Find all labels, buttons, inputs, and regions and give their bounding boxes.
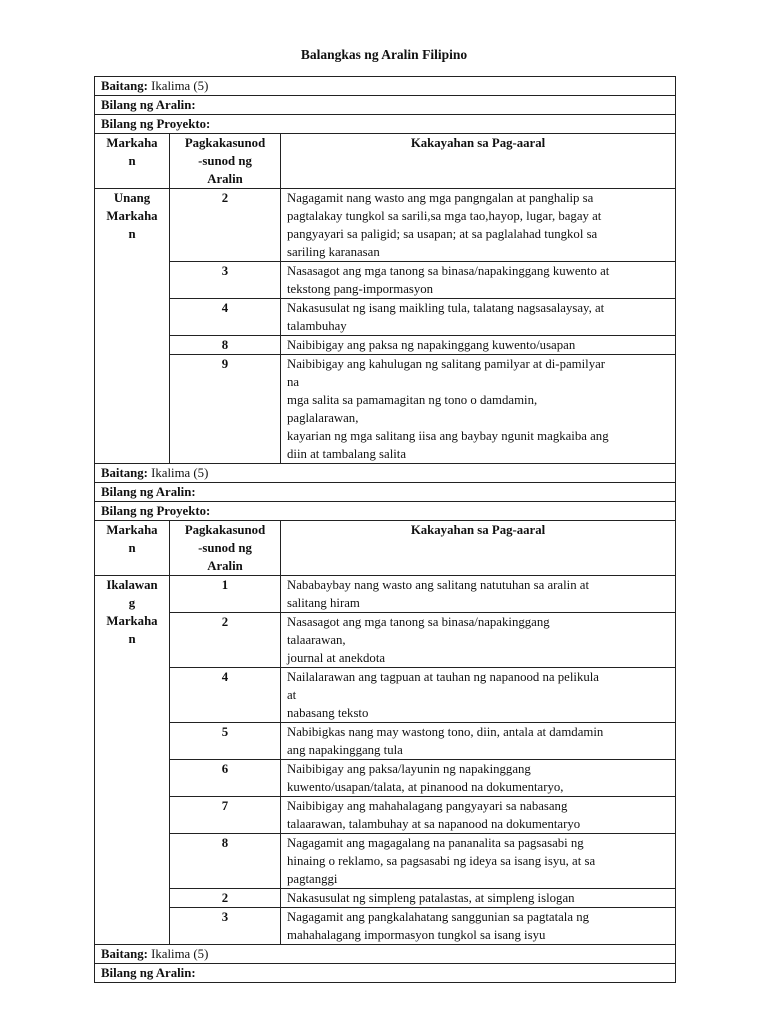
footer-baitang-label: Baitang: (101, 947, 148, 961)
skill-line: mahahalagang impormasyon tungkol sa isang isyu (287, 928, 546, 942)
bilang-aralin-label: Bilang ng Aralin: (101, 98, 196, 112)
pagkakasunod-header-line: Pagkakasunod (184, 136, 266, 150)
lesson-row (95, 889, 676, 908)
pagkakasunod-header-line: Aralin (207, 172, 243, 186)
skill-line: talaarawan, (287, 633, 346, 647)
skill-line: na (287, 375, 300, 389)
skill-line: Nasasagot ang mga tanong sa binasa/napakinggang kuwento at (287, 264, 610, 278)
markahan-name (95, 189, 170, 464)
skill-line: pangyayari sa paligid; sa usapan; at sa paglalahad tungkol sa (287, 227, 598, 241)
lesson-number: 6 (170, 760, 281, 797)
footer-bilang-aralin-cell (95, 964, 676, 983)
lesson-number: 9 (170, 355, 281, 464)
lesson-row (95, 355, 676, 464)
skill-description (281, 834, 676, 889)
bilang-proyekto-row (95, 115, 676, 134)
pagkakasunod-header-line: Pagkakasunod (184, 523, 266, 537)
bilang-proyekto-label: Bilang ng Proyekto: (101, 117, 211, 131)
bilang-proyekto-label: Bilang ng Proyekto: (101, 504, 211, 518)
footer-bilang-aralin-row (95, 964, 676, 983)
lesson-number: 8 (170, 336, 281, 355)
markahan-name-line: g (128, 596, 136, 610)
skill-line: Nagagamit nang wasto ang mga pangngalan at panghalip sa (287, 191, 594, 205)
document-title: Balangkas ng Aralin Filipino (300, 47, 468, 62)
lesson-number: 1 (170, 576, 281, 613)
skill-line: nabasang teksto (287, 706, 369, 720)
skill-description (281, 355, 676, 464)
lesson-row (95, 908, 676, 945)
footer-baitang-value: Ikalima (5) (147, 947, 209, 961)
skill-description (281, 336, 676, 355)
skill-line: Nakasusulat ng isang maikling tula, talatang nagsasalaysay, at (287, 301, 605, 315)
baitang-value: Ikalima (5) (147, 466, 209, 480)
lesson-number: 2 (170, 889, 281, 908)
column-header-row (95, 134, 676, 189)
skill-line: talambuhay (287, 319, 347, 333)
footer-baitang-cell (95, 945, 676, 964)
lesson-number: 2 (170, 189, 281, 262)
skill-line: Nasasagot ang mga tanong sa binasa/napakinggang (287, 615, 550, 629)
bilang-aralin-row (95, 96, 676, 115)
baitang-row (95, 464, 676, 483)
skill-line: Nagagamit ang pangkalahatang sanggunian sa pagtatala ng (287, 910, 590, 924)
skill-line: talaarawan, talambuhay at sa napanood na dokumentaryo (287, 817, 581, 831)
bilang-aralin-label: Bilang ng Aralin: (101, 485, 196, 499)
skill-line: journal at anekdota (287, 651, 386, 665)
lesson-number: 7 (170, 797, 281, 834)
skill-line: mga salita sa pamamagitan ng tono o damdamin, (287, 393, 538, 407)
skill-description (281, 576, 676, 613)
markahan-name-line: Markaha (106, 209, 158, 223)
skill-line: Naibibigay ang mahahalagang pangyayari sa nabasang (287, 799, 568, 813)
lesson-row (95, 299, 676, 336)
skill-line: pagtanggi (287, 872, 338, 886)
skill-line: kuwento/usapan/talata, at pinanood na dokumentaryo, (287, 780, 564, 794)
markahan-name (95, 576, 170, 945)
skill-description (281, 760, 676, 797)
skill-description (281, 889, 676, 908)
bilang-aralin-row (95, 483, 676, 502)
skill-description (281, 908, 676, 945)
pagkakasunod-header (170, 134, 281, 189)
skill-description (281, 613, 676, 668)
lesson-row (95, 723, 676, 760)
lesson-row (95, 797, 676, 834)
markahan-name-line: Markaha (106, 614, 158, 628)
lesson-row (95, 613, 676, 668)
lesson-number: 4 (170, 299, 281, 336)
skill-line: Naibibigay ang paksa ng napakinggang kuwento/usapan (287, 338, 576, 352)
skill-description (281, 723, 676, 760)
baitang-label: Baitang: (101, 466, 148, 480)
footer-baitang-row (95, 945, 676, 964)
skill-description (281, 189, 676, 262)
lesson-row (95, 834, 676, 889)
lesson-row (95, 262, 676, 299)
skill-line: Nakasusulat ng simpleng patalastas, at simpleng islogan (287, 891, 575, 905)
skill-line: Nababaybay nang wasto ang salitang natutuhan sa aralin at (287, 578, 590, 592)
skill-line: kayarian ng mga salitang iisa ang baybay ngunit magkaiba ang (287, 429, 609, 443)
bilang-aralin-cell (95, 483, 676, 502)
markahan-name-line: n (128, 227, 136, 241)
lesson-row (95, 760, 676, 797)
skill-description (281, 668, 676, 723)
markahan-name-line: n (128, 632, 136, 646)
skill-line: diin at tambalang salita (287, 447, 407, 461)
baitang-row (95, 77, 676, 96)
lesson-number: 4 (170, 668, 281, 723)
markahan-header-line: Markaha (106, 523, 158, 537)
baitang-label: Baitang: (101, 79, 148, 93)
markahan-name-line: Unang (113, 191, 151, 205)
skill-line: Nagagamit ang magagalang na pananalita sa pagsasabi ng (287, 836, 584, 850)
pagkakasunod-header-line: Aralin (207, 559, 243, 573)
bilang-aralin-cell (95, 96, 676, 115)
markahan-header-line: Markaha (106, 136, 158, 150)
skill-description (281, 262, 676, 299)
skill-line: at (287, 688, 297, 702)
pagkakasunod-header-line: -sunod ng (198, 154, 252, 168)
skill-line: paglalarawan, (287, 411, 359, 425)
skill-line: salitang hiram (287, 596, 360, 610)
lesson-plan-table (94, 76, 676, 983)
skill-line: pagtalakay tungkol sa sarili,sa mga tao,hayop, lugar, bagay at (287, 209, 602, 223)
bilang-proyekto-row (95, 502, 676, 521)
skill-line: Naibibigay ang paksa/layunin ng napakinggang (287, 762, 531, 776)
skill-line: tekstong pang-impormasyon (287, 282, 434, 296)
lesson-row (95, 576, 676, 613)
skill-description (281, 797, 676, 834)
lesson-number: 3 (170, 262, 281, 299)
lesson-number: 3 (170, 908, 281, 945)
lesson-row (95, 668, 676, 723)
bilang-proyekto-cell (95, 115, 676, 134)
lesson-number: 8 (170, 834, 281, 889)
lesson-row (95, 189, 676, 262)
skill-description (281, 299, 676, 336)
skill-line: Nailalarawan ang tagpuan at tauhan ng napanood na pelikula (287, 670, 599, 684)
skill-line: Nabibigkas nang may wastong tono, diin, antala at damdamin (287, 725, 604, 739)
pagkakasunod-header-line: -sunod ng (198, 541, 252, 555)
skill-line: ang napakinggang tula (287, 743, 403, 757)
skill-line: hinaing o reklamo, sa pagsasabi ng ideya sa isang isyu, at sa (287, 854, 596, 868)
lesson-number: 2 (170, 613, 281, 668)
markahan-name-line: Ikalawan (106, 578, 158, 592)
pagkakasunod-header (170, 521, 281, 576)
skill-line: Naibibigay ang kahulugan ng salitang pamilyar at di-pamilyar (287, 357, 606, 371)
kakayahan-header: Kakayahan sa Pag-aaral (281, 521, 676, 576)
markahan-header (95, 134, 170, 189)
lesson-number: 5 (170, 723, 281, 760)
bilang-proyekto-cell (95, 502, 676, 521)
footer-bilang-aralin-label: Bilang ng Aralin: (101, 966, 196, 980)
lesson-row (95, 336, 676, 355)
baitang-cell (95, 464, 676, 483)
baitang-cell (95, 77, 676, 96)
kakayahan-header: Kakayahan sa Pag-aaral (281, 134, 676, 189)
markahan-header-line: n (128, 154, 136, 168)
markahan-header-line: n (128, 541, 136, 555)
column-header-row (95, 521, 676, 576)
baitang-value: Ikalima (5) (147, 79, 209, 93)
lesson-plan-body (95, 77, 676, 983)
skill-line: sariling karanasan (287, 245, 380, 259)
markahan-header (95, 521, 170, 576)
